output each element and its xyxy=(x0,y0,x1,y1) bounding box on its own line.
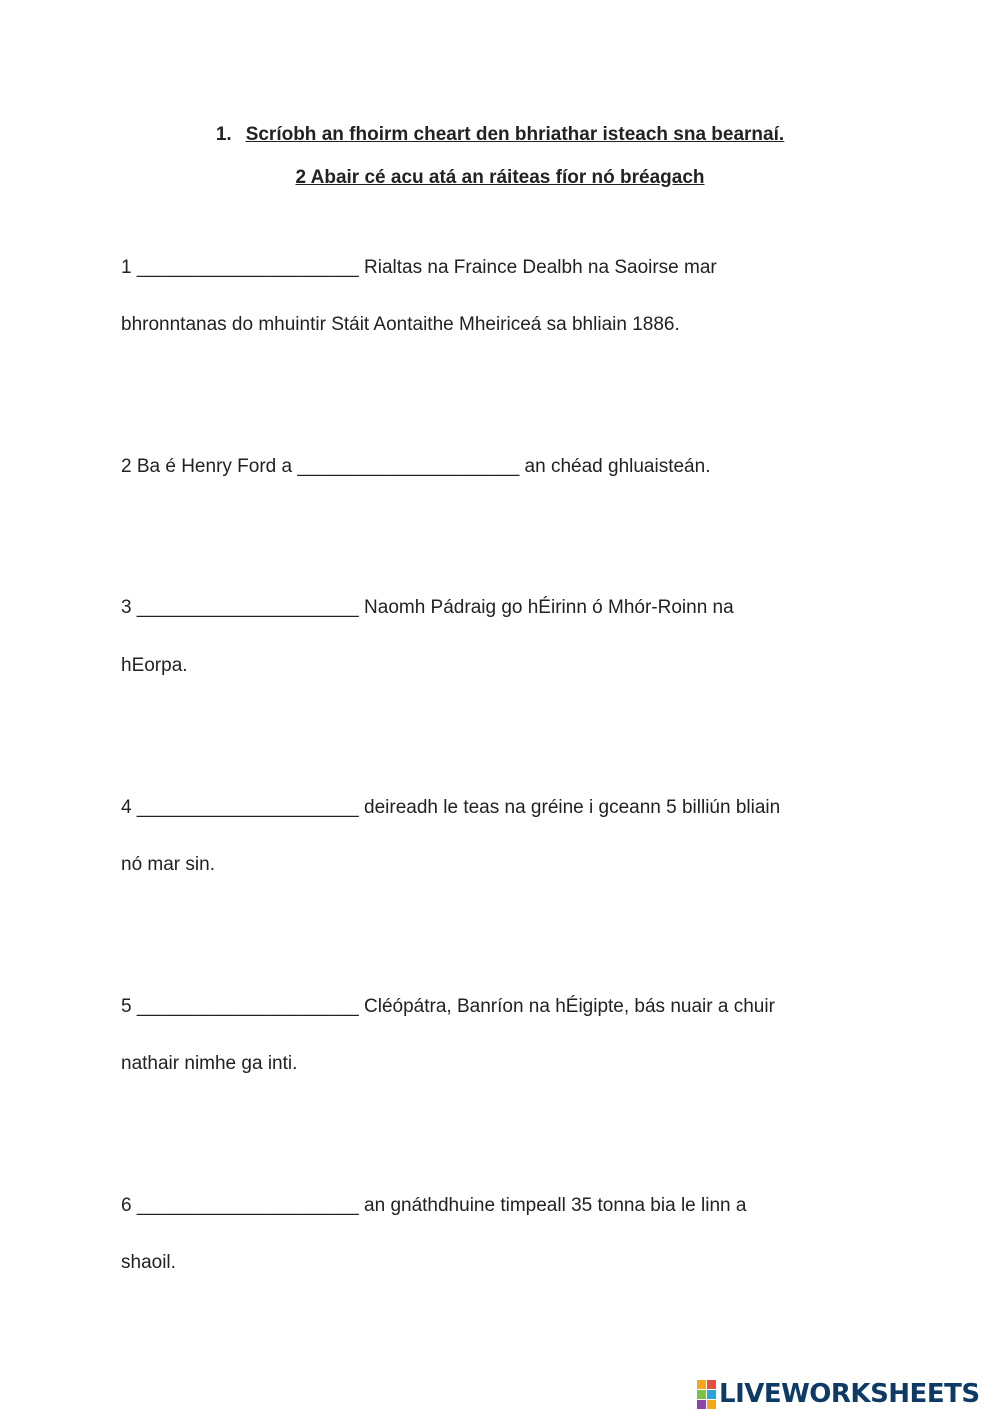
logo-square xyxy=(697,1380,706,1389)
question-1-line-2: bhronntanas do mhuintir Stáit Aontaithe Mheiriceá sa bhliain 1886. xyxy=(121,314,680,335)
question-1-line-1: 1 _____________________ Rialtas na Fraince Dealbh na Saoirse mar xyxy=(121,257,717,278)
question-3-line-2: hEorpa. xyxy=(121,655,188,676)
question-5-line-2: nathair nimhe ga inti. xyxy=(121,1053,298,1074)
logo-square xyxy=(707,1380,716,1389)
instruction-heading-1 xyxy=(0,124,1000,146)
question-4-line-1: 4 _____________________ deireadh le teas na gréine i gceann 5 billiún bliain xyxy=(121,797,781,818)
logo-square xyxy=(707,1400,716,1409)
question-6-line-1: 6 _____________________ an gnáthdhuine timpeall 35 tonna bia le linn a xyxy=(121,1195,747,1216)
logo-square xyxy=(697,1400,706,1409)
instruction-text: Scríobh an fhoirm cheart den bhriathar isteach sna bearnaí. xyxy=(245,124,785,145)
logo-text: LIVEWORKSHEETS xyxy=(719,1379,980,1409)
logo-square xyxy=(707,1390,716,1399)
instruction-number: 1. xyxy=(215,124,232,145)
logo-mark-icon xyxy=(697,1380,716,1409)
question-6-line-2: shaoil. xyxy=(121,1252,176,1273)
liveworksheets-logo[interactable] xyxy=(697,1377,980,1411)
question-3-line-1: 3 _____________________ Naomh Pádraig go hÉirinn ó Mhór-Roinn na xyxy=(121,597,734,618)
question-2-line-1: 2 Ba é Henry Ford a _____________________ an chéad ghluaisteán. xyxy=(121,456,711,477)
logo-square xyxy=(697,1390,706,1399)
question-4-line-2: nó mar sin. xyxy=(121,854,215,875)
instruction-heading-2: 2 Abair cé acu atá an ráiteas fíor nó bréagach xyxy=(295,167,705,188)
question-5-line-1: 5 _____________________ Cléópátra, Banríon na hÉigipte, bás nuair a chuir xyxy=(121,996,775,1017)
